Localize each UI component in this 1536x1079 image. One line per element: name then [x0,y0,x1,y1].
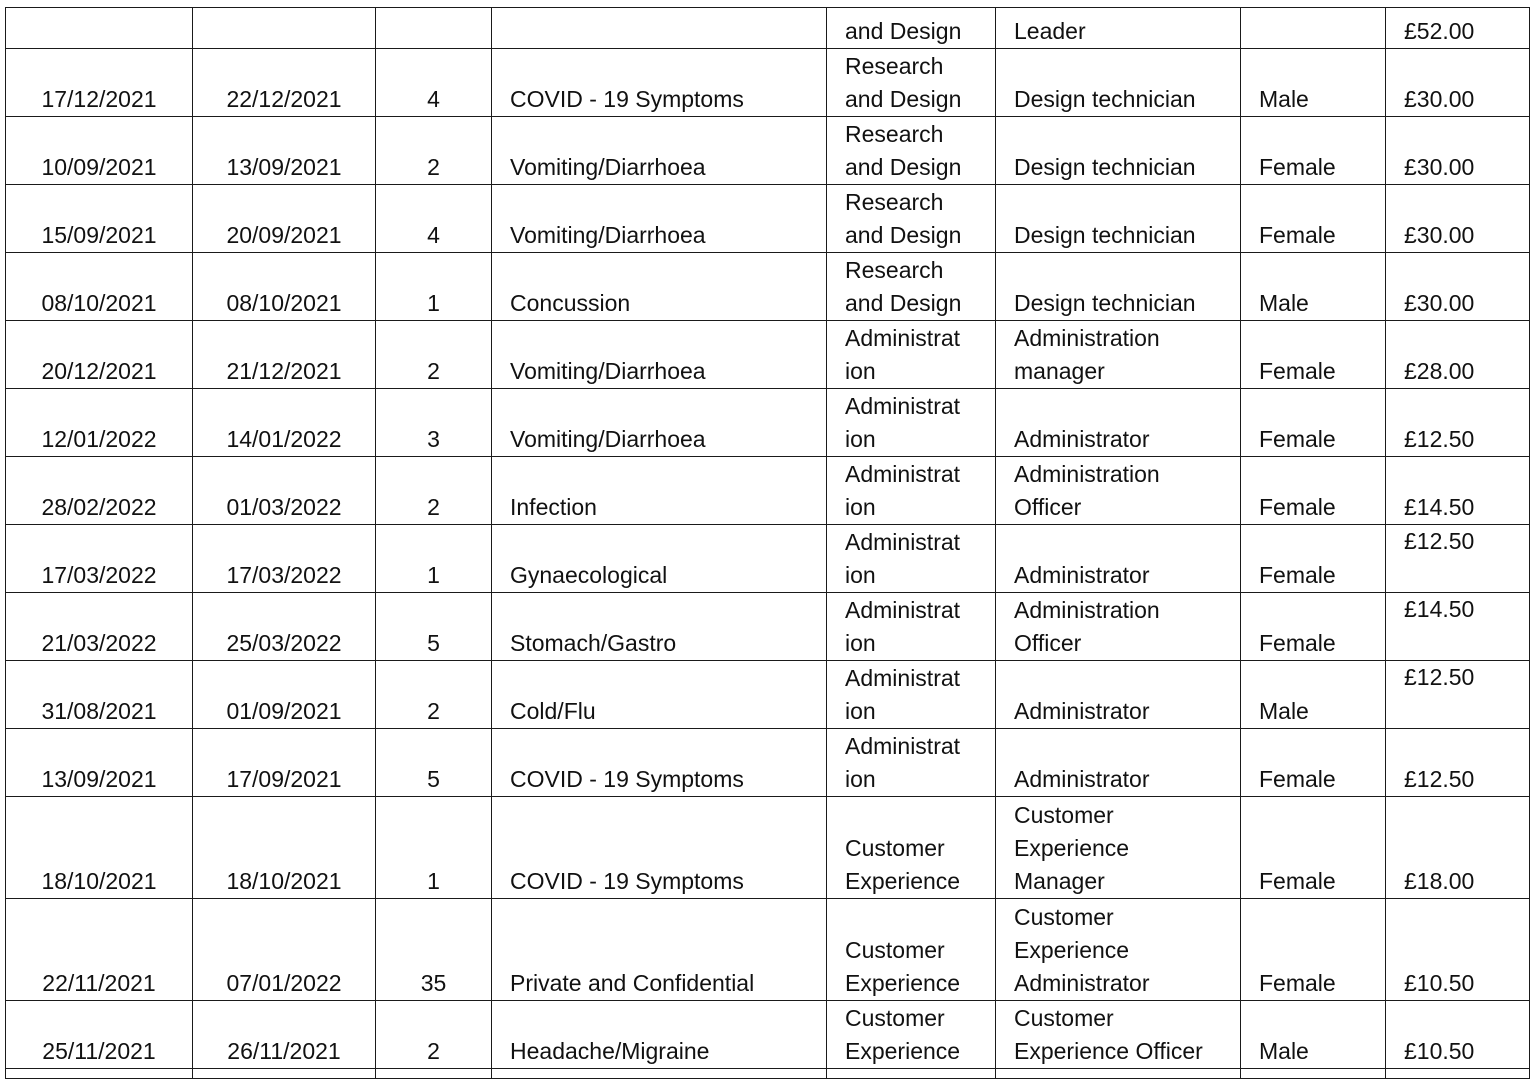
days-cell[interactable]: 1 [376,525,492,593]
table-row [6,593,1530,661]
hourly-rate-cell[interactable] [1386,1069,1530,1079]
department-cell[interactable]: Administrat ion [827,593,996,661]
gender-cell[interactable]: Female [1241,185,1386,253]
department-cell[interactable]: Administrat ion [827,457,996,525]
role-cell[interactable]: Design technician [996,253,1241,321]
table-row [6,389,1530,457]
gender-cell[interactable] [1241,8,1386,49]
days-cell[interactable]: 5 [376,593,492,661]
gender-cell[interactable]: Female [1241,593,1386,661]
start-date-cell[interactable]: 28/02/2022 [6,457,193,525]
end-date-cell[interactable] [193,8,376,49]
role-cell[interactable]: Administration manager [996,321,1241,389]
hourly-rate-cell[interactable]: £30.00 [1386,117,1530,185]
days-cell[interactable]: 4 [376,49,492,117]
hourly-rate-cell[interactable]: £30.00 [1386,253,1530,321]
table-body [6,8,1530,1079]
end-date-cell[interactable]: 07/01/2022 [193,899,376,1001]
hourly-rate-cell[interactable]: £12.50 [1386,729,1530,797]
reason-cell[interactable]: Cold/Flu [492,661,827,729]
hourly-rate-cell[interactable]: £12.50 [1386,661,1530,729]
gender-cell[interactable]: Male [1241,253,1386,321]
start-date-cell[interactable]: 13/09/2021 [6,729,193,797]
days-cell[interactable]: 5 [376,729,492,797]
reason-cell[interactable]: Vomiting/Diarrhoea [492,321,827,389]
gender-cell[interactable]: Female [1241,525,1386,593]
table-row [6,797,1530,899]
days-cell[interactable]: 2 [376,1001,492,1069]
reason-cell[interactable]: Concussion [492,253,827,321]
end-date-cell[interactable]: 17/09/2021 [193,729,376,797]
table-row [6,899,1530,1001]
role-cell[interactable]: Customer Experience Manager [996,797,1241,899]
table-row [6,321,1530,389]
department-cell[interactable]: Research and Design [827,185,996,253]
table-row [6,457,1530,525]
table-row [6,49,1530,117]
role-cell[interactable]: Leader [996,8,1241,49]
start-date-cell[interactable]: 17/03/2022 [6,525,193,593]
department-cell[interactable]: Administrat ion [827,321,996,389]
end-date-cell[interactable]: 17/03/2022 [193,525,376,593]
reason-cell[interactable] [492,1069,827,1079]
reason-cell[interactable]: Stomach/Gastro [492,593,827,661]
gender-cell[interactable]: Female [1241,899,1386,1001]
reason-cell[interactable]: Vomiting/Diarrhoea [492,389,827,457]
department-cell[interactable]: Customer Experience [827,899,996,1001]
start-date-cell[interactable]: 10/09/2021 [6,117,193,185]
start-date-cell[interactable]: 17/12/2021 [6,49,193,117]
role-cell[interactable]: Administration Officer [996,593,1241,661]
hourly-rate-cell[interactable]: £10.50 [1386,1001,1530,1069]
table-row [6,729,1530,797]
role-cell[interactable] [996,1069,1241,1079]
role-cell[interactable]: Administrator [996,729,1241,797]
department-cell[interactable]: and Design [827,8,996,49]
role-cell[interactable]: Administrator [996,389,1241,457]
role-cell[interactable]: Administrator [996,525,1241,593]
reason-cell[interactable]: COVID - 19 Symptoms [492,49,827,117]
absence-table [5,7,1530,1079]
department-cell[interactable]: Administrat ion [827,525,996,593]
days-cell[interactable]: 3 [376,389,492,457]
hourly-rate-cell[interactable]: £10.50 [1386,899,1530,1001]
end-date-cell[interactable]: 01/03/2022 [193,457,376,525]
role-cell[interactable]: Design technician [996,185,1241,253]
days-cell[interactable]: 2 [376,117,492,185]
gender-cell[interactable] [1241,1069,1386,1079]
role-cell[interactable]: Design technician [996,49,1241,117]
department-cell[interactable]: Research and Design [827,49,996,117]
reason-cell[interactable]: Headache/Migraine [492,1001,827,1069]
days-cell[interactable]: 35 [376,899,492,1001]
hourly-rate-cell[interactable]: £12.50 [1386,389,1530,457]
end-date-cell[interactable]: 25/03/2022 [193,593,376,661]
start-date-cell[interactable] [6,8,193,49]
gender-cell[interactable]: Female [1241,729,1386,797]
department-cell[interactable] [827,1069,996,1079]
days-cell[interactable]: 2 [376,661,492,729]
gender-cell[interactable]: Male [1241,1001,1386,1069]
start-date-cell[interactable]: 08/10/2021 [6,253,193,321]
role-cell[interactable]: Customer Experience Administrator [996,899,1241,1001]
hourly-rate-cell[interactable]: £30.00 [1386,49,1530,117]
start-date-cell[interactable]: 15/09/2021 [6,185,193,253]
table-row [6,661,1530,729]
end-date-cell[interactable]: 20/09/2021 [193,185,376,253]
hourly-rate-cell[interactable]: £12.50 [1386,525,1530,593]
role-cell[interactable]: Design technician [996,117,1241,185]
department-cell[interactable]: Research and Design [827,117,996,185]
department-cell[interactable]: Administrat ion [827,661,996,729]
days-cell[interactable]: 1 [376,797,492,899]
end-date-cell[interactable]: 13/09/2021 [193,117,376,185]
days-cell[interactable] [376,1069,492,1079]
table-row [6,8,1530,49]
start-date-cell[interactable]: 22/11/2021 [6,899,193,1001]
gender-cell[interactable]: Female [1241,389,1386,457]
reason-cell[interactable]: Private and Confidential [492,899,827,1001]
days-cell[interactable] [376,8,492,49]
end-date-cell[interactable]: 18/10/2021 [193,797,376,899]
role-cell[interactable]: Administrator [996,661,1241,729]
reason-cell[interactable]: Gynaecological [492,525,827,593]
department-cell[interactable]: Customer Experience [827,797,996,899]
role-cell[interactable]: Administration Officer [996,457,1241,525]
start-date-cell[interactable]: 12/01/2022 [6,389,193,457]
reason-cell[interactable]: Infection [492,457,827,525]
table-row [6,253,1530,321]
gender-cell[interactable]: Male [1241,661,1386,729]
days-cell[interactable]: 2 [376,321,492,389]
end-date-cell[interactable]: 26/11/2021 [193,1001,376,1069]
end-date-cell[interactable]: 01/09/2021 [193,661,376,729]
end-date-cell[interactable]: 21/12/2021 [193,321,376,389]
start-date-cell[interactable]: 21/03/2022 [6,593,193,661]
days-cell[interactable]: 4 [376,185,492,253]
gender-cell[interactable]: Male [1241,49,1386,117]
end-date-cell[interactable]: 22/12/2021 [193,49,376,117]
role-cell[interactable]: Customer Experience Officer [996,1001,1241,1069]
hourly-rate-cell[interactable]: £30.00 [1386,185,1530,253]
department-cell[interactable]: Research and Design [827,253,996,321]
reason-cell[interactable]: Vomiting/Diarrhoea [492,117,827,185]
table-row [6,185,1530,253]
end-date-cell[interactable]: 14/01/2022 [193,389,376,457]
reason-cell[interactable]: COVID - 19 Symptoms [492,729,827,797]
department-cell[interactable]: Administrat ion [827,729,996,797]
reason-cell[interactable] [492,8,827,49]
hourly-rate-cell[interactable]: £14.50 [1386,593,1530,661]
days-cell[interactable]: 2 [376,457,492,525]
end-date-cell[interactable]: 08/10/2021 [193,253,376,321]
table-row [6,117,1530,185]
table-row [6,1069,1530,1079]
table-row [6,1001,1530,1069]
gender-cell[interactable]: Female [1241,457,1386,525]
department-cell[interactable]: Customer Experience [827,1001,996,1069]
table-row [6,525,1530,593]
department-cell[interactable]: Administrat ion [827,389,996,457]
start-date-cell[interactable]: 31/08/2021 [6,661,193,729]
days-cell[interactable]: 1 [376,253,492,321]
end-date-cell[interactable] [193,1069,376,1079]
start-date-cell[interactable] [6,1069,193,1079]
hourly-rate-cell[interactable]: £14.50 [1386,457,1530,525]
hourly-rate-cell[interactable]: £28.00 [1386,321,1530,389]
gender-cell[interactable]: Female [1241,321,1386,389]
start-date-cell[interactable]: 25/11/2021 [6,1001,193,1069]
hourly-rate-cell[interactable]: £52.00 [1386,8,1530,49]
hourly-rate-cell[interactable]: £18.00 [1386,797,1530,899]
start-date-cell[interactable]: 20/12/2021 [6,321,193,389]
reason-cell[interactable]: Vomiting/Diarrhoea [492,185,827,253]
reason-cell[interactable]: COVID - 19 Symptoms [492,797,827,899]
gender-cell[interactable]: Female [1241,797,1386,899]
gender-cell[interactable]: Female [1241,117,1386,185]
start-date-cell[interactable]: 18/10/2021 [6,797,193,899]
